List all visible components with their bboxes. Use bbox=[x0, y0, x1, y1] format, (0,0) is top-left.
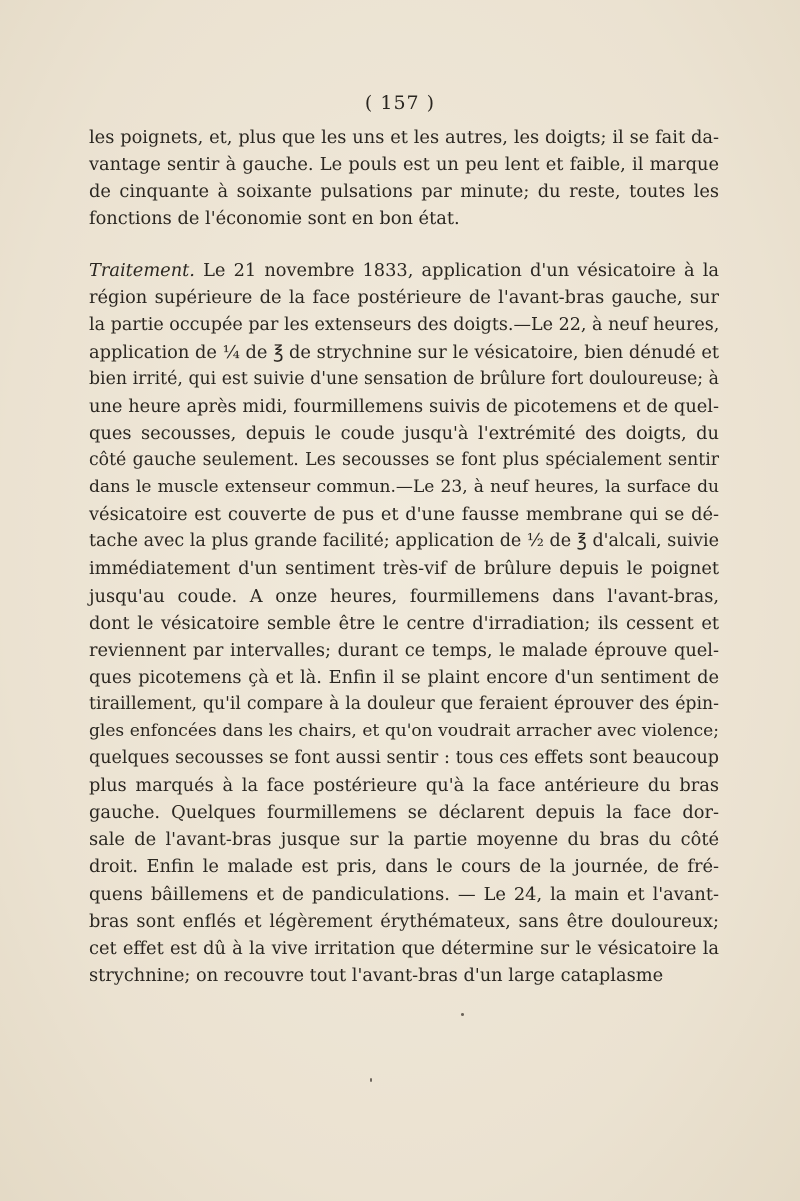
text-line-lead bbox=[89, 257, 719, 284]
body-text bbox=[89, 124, 719, 989]
text-line: quens bâillemens et de pandiculations. — Le 24, la main et l'avant- bbox=[89, 883, 719, 905]
text-line: jusqu'au coude. A onze heures, fourmillemens dans l'avant-bras, bbox=[89, 585, 719, 607]
text-line-lead-rest: Le 21 novembre 1833, application d'un vésicatoire à la bbox=[194, 260, 719, 282]
text-line: de cinquante à soixante pulsations par minute; du reste, toutes les bbox=[89, 181, 719, 203]
text-line: dans le muscle extenseur commun.—Le 23, à neuf heures, la surface du bbox=[89, 477, 719, 498]
paragraph-2 bbox=[89, 257, 719, 989]
text-line: fonctions de l'économie sont en bon état. bbox=[89, 208, 460, 230]
text-line: la partie occupée par les extenseurs des doigts.—Le 22, à neuf heures, bbox=[89, 314, 720, 335]
ink-speck bbox=[370, 1078, 372, 1082]
text-line: ques secousses, depuis le coude jusqu'à l'extrémité des doigts, du bbox=[89, 422, 719, 444]
text-line: bien irrité, qui est suivie d'une sensation de brûlure fort douloureuse; à bbox=[89, 368, 719, 389]
text-line: tiraillement, qu'il compare à la douleur que feraient éprouver des épin- bbox=[89, 693, 719, 714]
text-line: bras sont enflés et légèrement érythémateux, sans être douloureux; bbox=[89, 910, 719, 932]
text-line: sale de l'avant-bras jusque sur la partie moyenne du bras du côté bbox=[89, 829, 719, 851]
text-line: quelques secousses se font aussi sentir : tous ces effets sont beaucoup bbox=[89, 748, 719, 769]
text-line: tache avec la plus grande facilité; application de ½ de ℥ d'alcali, suivie bbox=[89, 531, 719, 552]
section-label-traitement: Traitement. bbox=[89, 260, 195, 282]
text-line: strychnine; on recouvre tout l'avant-bras d'un large cataplasme bbox=[89, 964, 664, 986]
text-line: vésicatoire est couverte de pus et d'une fausse membrane qui se dé- bbox=[89, 504, 719, 526]
text-line: région supérieure de la face postérieure de l'avant-bras gauche, sur bbox=[89, 287, 719, 309]
text-line: immédiatement d'un sentiment très-vif de brûlure depuis le poignet bbox=[89, 558, 719, 580]
text-line: cet effet est dû à la vive irritation que détermine sur le vésicatoire la bbox=[89, 937, 719, 959]
page-number-header: ( 157 ) bbox=[364, 92, 436, 114]
text-line: application de ¼ de ℥ de strychnine sur le vésicatoire, bien dénudé et bbox=[89, 341, 719, 363]
paragraph-1 bbox=[89, 124, 719, 232]
text-line: dont le vésicatoire semble être le centre d'irradiation; ils cessent et bbox=[89, 612, 719, 634]
text-line: vantage sentir à gauche. Le pouls est un peu lent et faible, il marque bbox=[89, 154, 719, 176]
text-line: gauche. Quelques fourmillemens se déclarent depuis la face dor- bbox=[89, 802, 719, 824]
text-line: gles enfoncées dans les chairs, et qu'on voudrait arracher avec violence; bbox=[89, 720, 719, 741]
text-line: plus marqués à la face postérieure qu'à la face antérieure du bras bbox=[89, 775, 719, 797]
text-line: reviennent par intervalles; durant ce temps, le malade éprouve quel- bbox=[89, 639, 719, 661]
text-line: côté gauche seulement. Les secousses se font plus spécialement sentir bbox=[89, 450, 719, 471]
text-line: les poignets, et, plus que les uns et les autres, les doigts; il se fait da- bbox=[89, 127, 719, 148]
text-line: une heure après midi, fourmillemens suivis de picotemens et de quel- bbox=[89, 395, 719, 417]
ink-speck bbox=[461, 1013, 464, 1016]
text-line: ques picotemens çà et là. Enfin il se plaint encore d'un sentiment de bbox=[89, 666, 719, 688]
text-line: droit. Enfin le malade est pris, dans le cours de la journée, de fré- bbox=[89, 856, 719, 878]
